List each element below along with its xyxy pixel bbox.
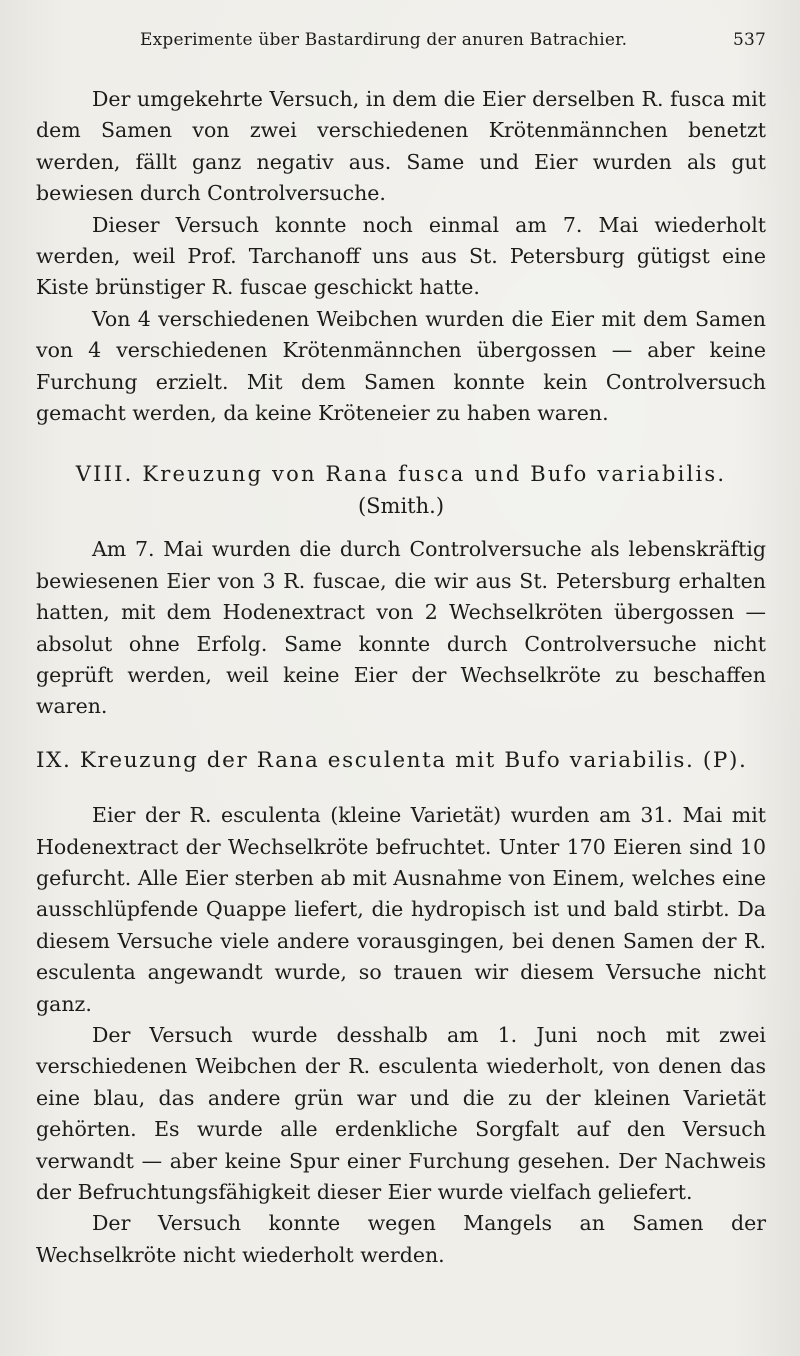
paragraph: Am 7. Mai wurden die durch Controlversuche als lebenskräftig bewiesenen Eier von 3 R. fuscae, die wir aus St. Petersburg erhalten hatten, mit dem Hodenextract von 2 Wechselkröten übergossen — absolut ohne Erfolg. Same konnte durch Controlversuche nicht geprüft werden, weil keine Eier der Wechselkröte zu beschaffen waren.: [36, 537, 766, 719]
running-header-title: Experimente über Bastardirung der anuren Batrachier.: [140, 30, 628, 50]
paragraph: Der Versuch wurde desshalb am 1. Juni noch mit zwei verschiedenen Weibchen der R. esculenta wiederholt, von denen das eine blau, das andere grün war und die zu der kleinen Varietät gehörten. Es wurde alle erdenkliche Sorgfalt auf den Versuch verwandt — aber keine Spur einer Furchung gesehen. Der Nachweis der Befruchtungsfähigkeit dieser Eier wurde vielfach geliefert.: [36, 1022, 766, 1204]
paragraph: Von 4 verschiedenen Weibchen wurden die Eier mit dem Samen von 4 verschiedenen Krötenmännchen übergossen — aber keine Furchung erzielt. Mit dem Samen konnte kein Controlversuch gemacht werden, da keine Kröteneier zu haben waren.: [36, 306, 766, 426]
page-number: 537: [732, 30, 766, 50]
section-heading-ix: IX. Kreuzung der Rana esculenta mit Bufo variabilis. (P).: [36, 747, 748, 773]
section-heading-viii-line1: VIII. Kreuzung von Rana fusca und Bufo variabilis.: [75, 462, 727, 487]
paragraph: Eier der R. esculenta (kleine Varietät) wurden am 31. Mai mit Hodenextract der Wechselkröte befruchtet. Unter 170 Eieren sind 10 gefurcht. Alle Eier sterben ab mit Ausnahme von Einem, welches eine ausschlüpfende Quappe liefert, die hydropisch ist und bald stirbt. Da diesem Versuche viele andere vorausgingen, bei denen Samen der R. esculenta angewandt wurde, so trauen wir diesem Versuche nicht ganz.: [36, 803, 766, 1016]
paragraph: Der umgekehrte Versuch, in dem die Eier derselben R. fusca mit dem Samen von zwei verschiedenen Krötenmännchen benetzt werden, fällt ganz negativ aus. Same und Eier wurden als gut bewiesen durch Controlversuche.: [36, 87, 766, 206]
section-heading-viii-line2: (Smith.): [357, 493, 445, 518]
paragraph: Der Versuch konnte wegen Mangels an Samen der Wechselkröte nicht wiederholt werden.: [36, 1211, 766, 1267]
body-text: [36, 84, 766, 1271]
section-heading-viii: [36, 459, 766, 522]
running-header: [36, 30, 766, 58]
paragraph: Dieser Versuch konnte noch einmal am 7. Mai wiederholt werden, weil Prof. Tarchanoff uns aus St. Petersburg gütigst eine Kiste brünstiger R. fuscae geschickt hatte.: [36, 212, 766, 300]
